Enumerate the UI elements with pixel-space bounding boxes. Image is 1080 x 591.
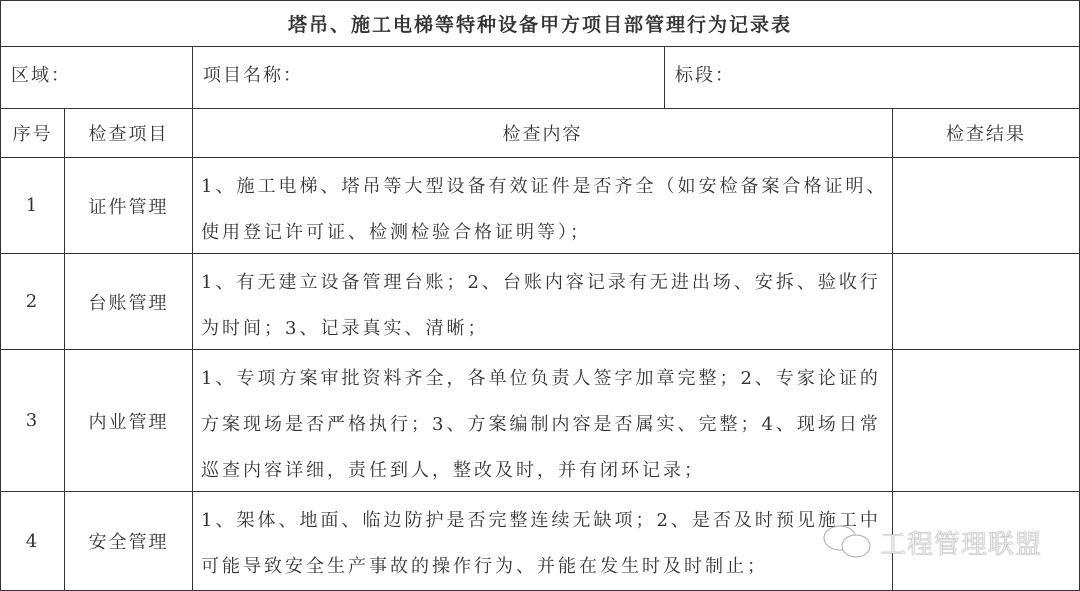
row-number: 1 xyxy=(0,158,65,254)
row-result xyxy=(893,350,1080,492)
section-label: 标段： xyxy=(665,47,1080,109)
row-number: 2 xyxy=(0,254,65,350)
row-item: 台账管理 xyxy=(65,254,193,350)
watermark xyxy=(820,522,1042,562)
content-line: 1、施工电梯、塔吊等大型设备有效证件是否齐全（如安检备案合格证明、 xyxy=(201,176,888,197)
content-line: 巡查内容详细，责任到人，整改及时，并有闭环记录； xyxy=(201,460,705,481)
content-line: 1、专项方案审批资料齐全，各单位负责人签字加章完整；2、专家论证的 xyxy=(201,368,881,389)
row-number: 4 xyxy=(0,492,65,591)
row-item: 证件管理 xyxy=(65,158,193,254)
project-name-label: 项目名称： xyxy=(193,47,665,109)
content-line: 为时间；3、记录真实、清晰； xyxy=(201,318,489,339)
row-number: 3 xyxy=(0,350,65,492)
row-content xyxy=(193,492,893,591)
content-line: 可能导致安全生产事故的操作行为、并能在发生时及时制止； xyxy=(201,556,768,577)
content-line: 1、架体、地面、临边防护是否完整连续无缺项；2、是否及时预见施工中 xyxy=(201,510,881,531)
row-content xyxy=(193,158,893,254)
header-no: 序号 xyxy=(0,109,65,158)
row-item: 内业管理 xyxy=(65,350,193,492)
region-label: 区域： xyxy=(0,47,193,109)
watermark-text: 工程管理联盟 xyxy=(880,529,1043,560)
header-result: 检查结果 xyxy=(893,109,1080,158)
row-result xyxy=(893,158,1080,254)
row-result xyxy=(893,254,1080,350)
header-content: 检查内容 xyxy=(193,109,893,158)
content-line: 1、有无建立设备管理台账；2、台账内容记录有无进出场、安拆、验收行 xyxy=(201,272,881,293)
row-content xyxy=(193,350,893,492)
row-content xyxy=(193,254,893,350)
table-title: 塔吊、施工电梯等特种设备甲方项目部管理行为记录表 xyxy=(0,0,1080,47)
wechat-icon xyxy=(820,522,880,562)
content-line: 方案现场是否严格执行；3、方案编制内容是否属实、完整；4、现场日常 xyxy=(201,414,881,435)
row-item: 安全管理 xyxy=(65,492,193,591)
content-line: 使用登记许可证、检测检验合格证明等）； xyxy=(201,222,591,243)
header-item: 检查项目 xyxy=(65,109,193,158)
